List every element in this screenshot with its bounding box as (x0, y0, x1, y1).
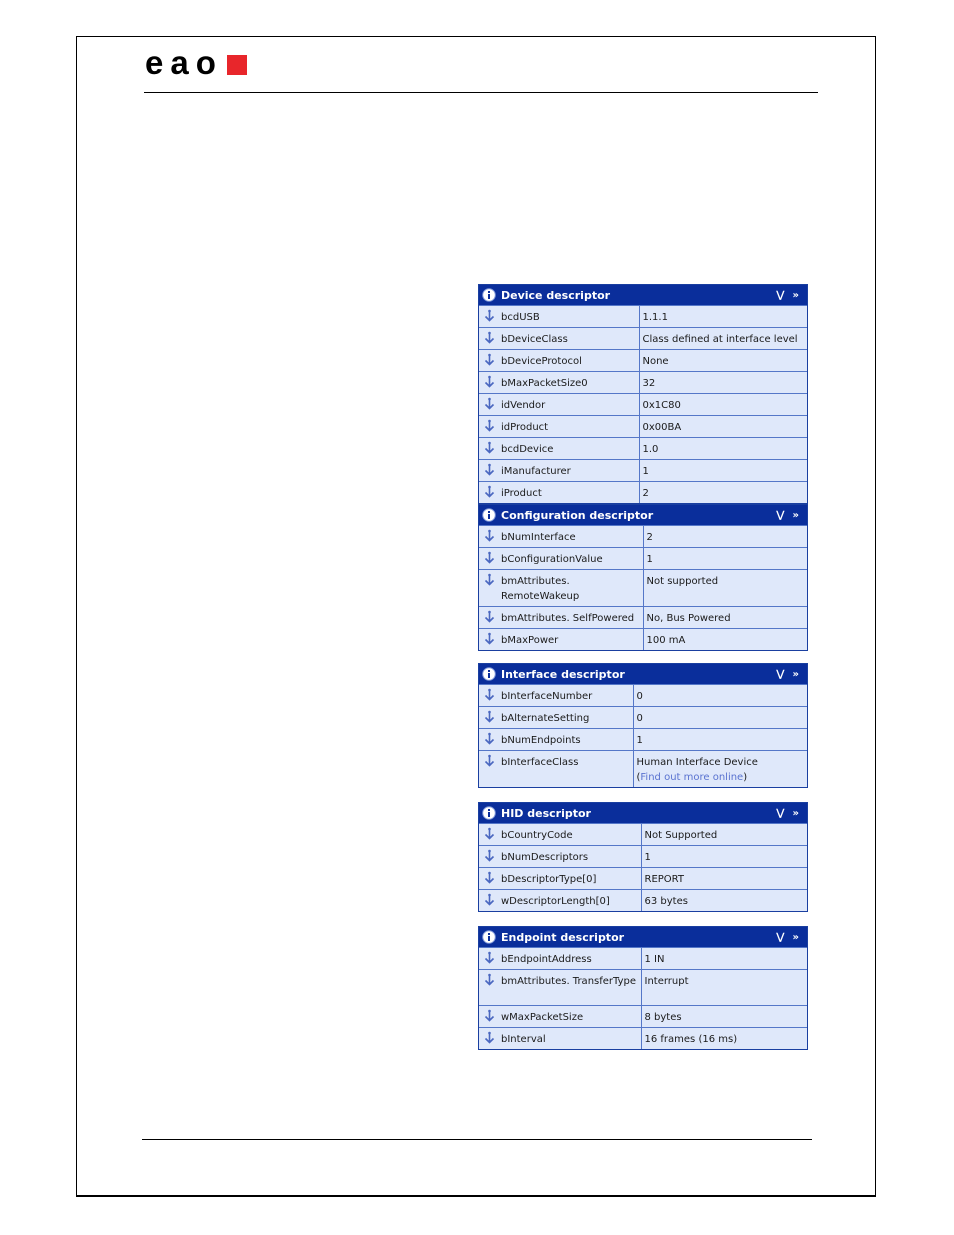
field-value: 8 bytes (641, 1006, 807, 1028)
download-arrow-icon (483, 710, 496, 724)
table-row (479, 846, 807, 868)
collapse-chevron-icon[interactable]: ⋁ (776, 668, 784, 680)
collapse-chevron-icon[interactable]: ⋁ (776, 931, 784, 943)
field-value: None (639, 350, 807, 372)
field-value: 63 bytes (641, 890, 807, 912)
panel-header (479, 505, 807, 525)
table-row (479, 372, 807, 394)
download-arrow-icon (483, 309, 496, 323)
panel-header (479, 927, 807, 947)
field-name: bcdUSB (479, 306, 639, 328)
expand-chevron-icon[interactable]: » (792, 931, 798, 943)
field-value: No, Bus Powered (643, 607, 807, 629)
table-row (479, 482, 807, 504)
download-arrow-icon (483, 732, 496, 746)
field-name: bInterval (479, 1028, 641, 1050)
field-name: bDescriptorType[0] (479, 868, 641, 890)
field-name: idVendor (479, 394, 639, 416)
expand-chevron-icon[interactable]: » (792, 289, 798, 301)
table-row (479, 526, 807, 548)
header-rule (144, 92, 818, 93)
field-value: 0x00BA (639, 416, 807, 438)
field-name: bcdDevice (479, 438, 639, 460)
field-name: bmAttributes. SelfPowered (479, 607, 643, 629)
field-name: wMaxPacketSize (479, 1006, 641, 1028)
table-row (479, 438, 807, 460)
panel-title: HID descriptor (501, 806, 591, 820)
table-row (479, 1028, 807, 1050)
field-name: bDeviceClass (479, 328, 639, 350)
table-row (479, 548, 807, 570)
table-row (479, 350, 807, 372)
download-arrow-icon (483, 529, 496, 543)
field-name: bmAttributes. RemoteWakeup (479, 570, 643, 607)
download-arrow-icon (483, 754, 496, 768)
download-arrow-icon (483, 485, 496, 499)
download-arrow-icon (483, 441, 496, 455)
field-name: bEndpointAddress (479, 948, 641, 970)
logo-text: eao (145, 44, 223, 81)
field-value: 2 (643, 526, 807, 548)
table-row (479, 751, 807, 788)
info-icon (482, 288, 496, 302)
field-value: 1 (639, 460, 807, 482)
hid-descriptor-panel (478, 802, 808, 912)
field-value: 0x1C80 (639, 394, 807, 416)
interface-descriptor-table (479, 684, 807, 787)
panel-header (479, 803, 807, 823)
info-icon (482, 930, 496, 944)
configuration-descriptor-panel (478, 504, 808, 651)
download-arrow-icon (483, 375, 496, 389)
table-row (479, 707, 807, 729)
field-value: 16 frames (16 ms) (641, 1028, 807, 1050)
interface-class-value: Human Interface Device (636, 757, 758, 768)
panel-header (479, 664, 807, 684)
field-name: iProduct (479, 482, 639, 504)
field-value: Human Interface Device (Find out more online) (633, 751, 807, 788)
panel-title: Device descriptor (501, 288, 611, 302)
field-name: bNumDescriptors (479, 846, 641, 868)
collapse-chevron-icon[interactable]: ⋁ (776, 289, 784, 301)
table-row (479, 868, 807, 890)
download-arrow-icon (483, 463, 496, 477)
endpoint-descriptor-panel (478, 926, 808, 1050)
field-value: 32 (639, 372, 807, 394)
field-name: bAlternateSetting (479, 707, 633, 729)
table-row (479, 685, 807, 707)
field-name: bInterfaceClass (479, 751, 633, 788)
panel-header (479, 285, 807, 305)
interface-descriptor-panel (478, 663, 808, 788)
panel-title: Endpoint descriptor (501, 930, 625, 944)
table-row (479, 460, 807, 482)
download-arrow-icon (483, 610, 496, 624)
endpoint-descriptor-table (479, 947, 807, 1049)
field-value: 0 (633, 685, 807, 707)
expand-chevron-icon[interactable]: » (792, 668, 798, 680)
field-name: bConfigurationValue (479, 548, 643, 570)
table-row (479, 1006, 807, 1028)
expand-chevron-icon[interactable]: » (792, 807, 798, 819)
download-arrow-icon (483, 893, 496, 907)
field-name: bNumInterface (479, 526, 643, 548)
field-name: bDeviceProtocol (479, 350, 639, 372)
info-icon (482, 806, 496, 820)
download-arrow-icon (483, 632, 496, 646)
hid-descriptor-table (479, 823, 807, 911)
table-row (479, 394, 807, 416)
field-value: 0 (633, 707, 807, 729)
configuration-descriptor-table (479, 525, 807, 650)
field-value: 1 (633, 729, 807, 751)
table-row (479, 890, 807, 912)
table-row (479, 970, 807, 1006)
table-row (479, 629, 807, 651)
field-name: bInterfaceNumber (479, 685, 633, 707)
logo-red-square (227, 55, 247, 75)
table-row (479, 607, 807, 629)
download-arrow-icon (483, 849, 496, 863)
field-value: Not Supported (641, 824, 807, 846)
field-name: bMaxPacketSize0 (479, 372, 639, 394)
field-value: REPORT (641, 868, 807, 890)
field-value: 1.1.1 (639, 306, 807, 328)
field-value: 100 mA (643, 629, 807, 651)
footer-rule (142, 1139, 812, 1140)
field-name: bCountryCode (479, 824, 641, 846)
download-arrow-icon (483, 951, 496, 965)
expand-chevron-icon[interactable]: » (792, 509, 798, 521)
download-arrow-icon (483, 397, 496, 411)
table-row (479, 824, 807, 846)
info-icon (482, 508, 496, 522)
field-value: 1.0 (639, 438, 807, 460)
info-icon (482, 667, 496, 681)
collapse-chevron-icon[interactable]: ⋁ (776, 509, 784, 521)
table-row (479, 328, 807, 350)
field-value: Class defined at interface level (639, 328, 807, 350)
download-arrow-icon (483, 1031, 496, 1045)
field-value: 2 (639, 482, 807, 504)
table-row (479, 948, 807, 970)
field-value: 1 IN (641, 948, 807, 970)
find-out-more-link[interactable]: Find out more online (640, 772, 744, 783)
field-name: wDescriptorLength[0] (479, 890, 641, 912)
field-value: Not supported (643, 570, 807, 607)
device-descriptor-panel (478, 284, 808, 504)
download-arrow-icon (483, 573, 496, 587)
collapse-chevron-icon[interactable]: ⋁ (776, 807, 784, 819)
field-name: iManufacturer (479, 460, 639, 482)
download-arrow-icon (483, 871, 496, 885)
download-arrow-icon (483, 419, 496, 433)
download-arrow-icon (483, 1009, 496, 1023)
download-arrow-icon (483, 827, 496, 841)
download-arrow-icon (483, 551, 496, 565)
panel-title: Configuration descriptor (501, 508, 654, 522)
field-value: 1 (641, 846, 807, 868)
eao-logo (145, 46, 247, 80)
download-arrow-icon (483, 331, 496, 345)
table-row (479, 306, 807, 328)
table-row (479, 416, 807, 438)
device-descriptor-table (479, 305, 807, 503)
table-row (479, 570, 807, 607)
field-name: bNumEndpoints (479, 729, 633, 751)
field-name: bmAttributes. TransferType (479, 970, 641, 1006)
field-value: 1 (643, 548, 807, 570)
field-name: idProduct (479, 416, 639, 438)
field-name: bMaxPower (479, 629, 643, 651)
panel-title: Interface descriptor (501, 667, 625, 681)
download-arrow-icon (483, 973, 496, 987)
download-arrow-icon (483, 353, 496, 367)
table-row (479, 729, 807, 751)
download-arrow-icon (483, 688, 496, 702)
field-value: Interrupt (641, 970, 807, 1006)
